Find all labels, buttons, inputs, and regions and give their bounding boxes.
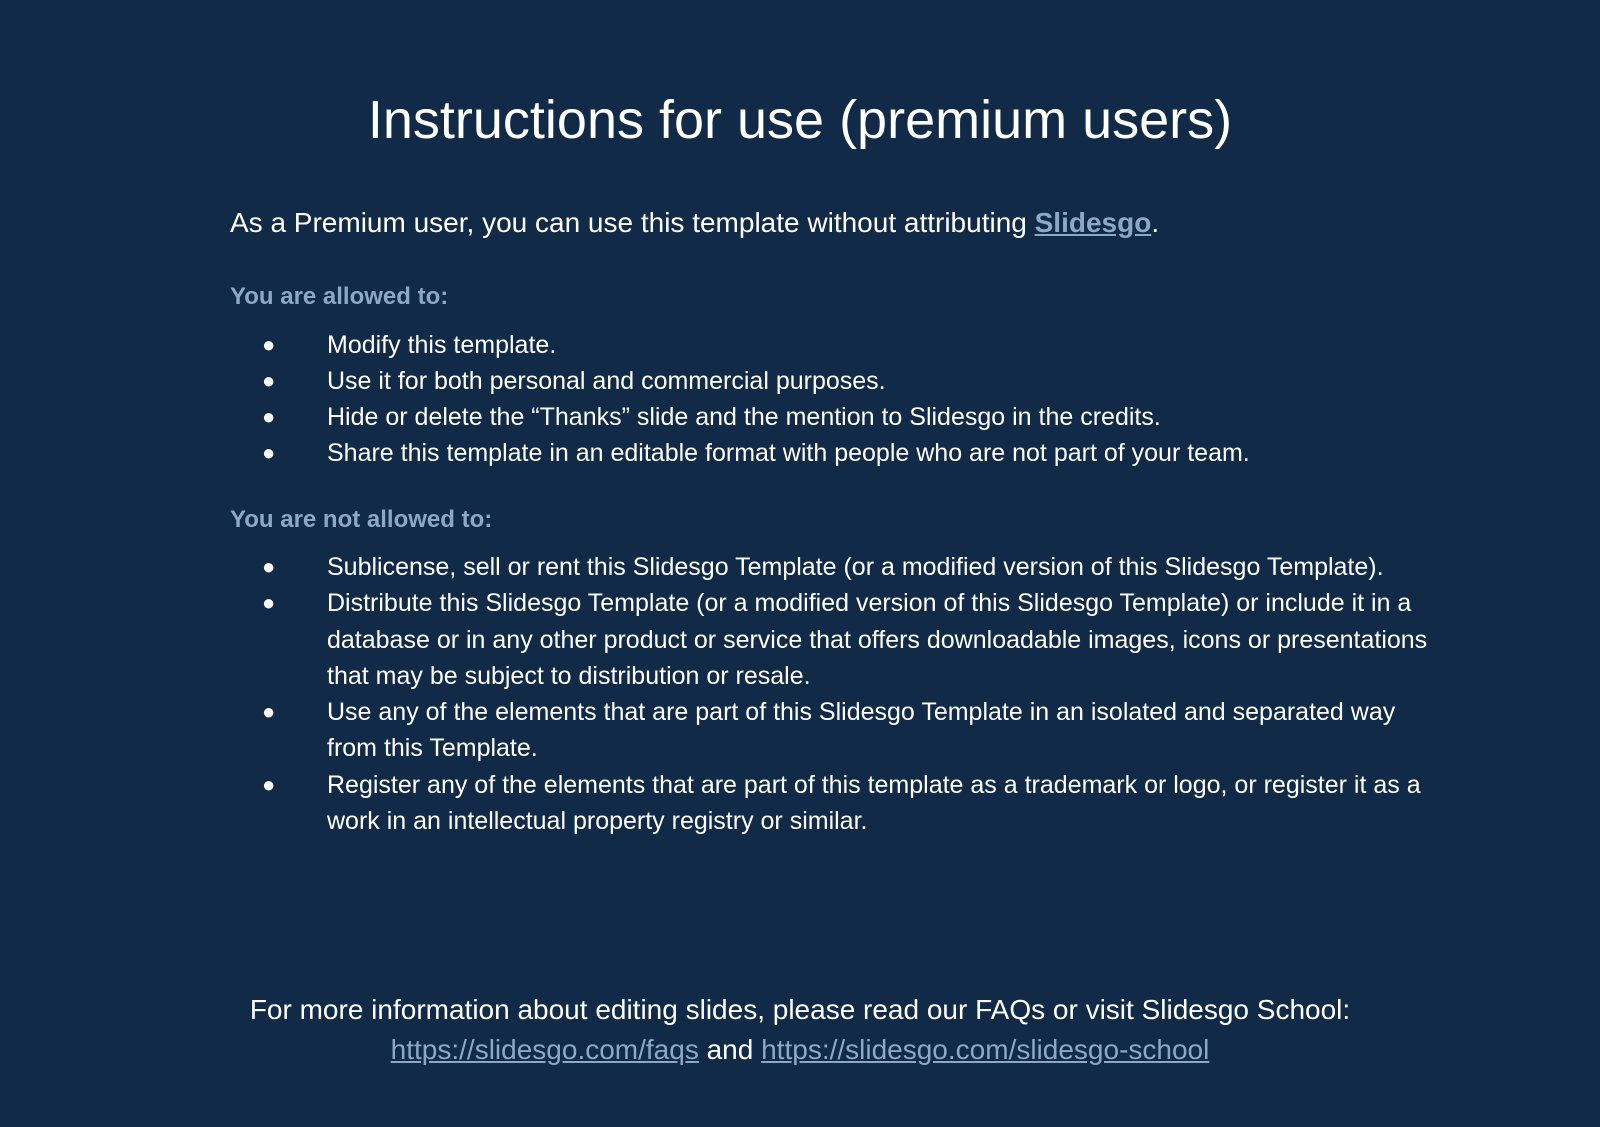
list-item-text: Distribute this Slidesgo Template (or a modified version of this Slidesgo Template) or include it in a database or in any other product or service that offers downloadable images, icons or presentations that may be subject to distribution or resale. [327, 589, 1428, 690]
intro-suffix: . [1151, 207, 1160, 238]
list-item [230, 399, 1430, 435]
footer-text: For more information about editing slides, please read our FAQs or visit Slidesgo School: [249, 994, 1351, 1025]
list-item-text: Use any of the elements that are part of this Slidesgo Template in an isolated and separated way from this Template. [327, 698, 1396, 763]
list-item [230, 363, 1430, 399]
list-item-text: Register any of the elements that are part of this template as a trademark or logo, or register it as a work in an intellectual property registry or similar. [327, 770, 1421, 836]
intro-paragraph [230, 205, 1430, 241]
list-item-text: Use it for both personal and commercial purposes. [327, 366, 886, 395]
list-item-text: Share this template in an editable format with people who are not part of your team. [327, 439, 1250, 468]
allowed-heading: You are allowed to: [230, 283, 449, 311]
slidesgo-school-link[interactable]: https://slidesgo.com/slidesgo-school [761, 1034, 1210, 1065]
not-allowed-heading: You are not allowed to: [230, 505, 493, 533]
list-item-text: Modify this template. [327, 330, 557, 359]
list-item-text: Hide or delete the “Thanks” slide and the mention to Slidesgo in the credits. [327, 403, 1161, 432]
list-item [230, 549, 1430, 585]
bullet-icon: ● [262, 367, 276, 393]
intro-prefix: As a Premium user, you can use this template without attributing [230, 207, 1035, 238]
list-item [230, 327, 1430, 363]
allowed-list [230, 327, 1430, 472]
list-item [230, 694, 1430, 767]
list-item [230, 767, 1430, 840]
list-item [230, 435, 1430, 471]
footer-info [0, 990, 1600, 1070]
page-title: Instructions for use (premium users) [367, 90, 1233, 150]
bullet-icon: ● [262, 440, 276, 466]
faqs-link[interactable]: https://slidesgo.com/faqs [390, 1034, 699, 1065]
bullet-icon: ● [262, 590, 276, 616]
bullet-icon: ● [262, 771, 276, 797]
bullet-icon: ● [262, 699, 276, 725]
list-item-text: Sublicense, sell or rent this Slidesgo Template (or a modified version of this Slidesgo Template). [327, 552, 1384, 581]
bullet-icon: ● [262, 331, 276, 357]
slidesgo-link[interactable]: Slidesgo [1034, 207, 1152, 238]
not-allowed-list [230, 549, 1430, 839]
footer-links [0, 1030, 1600, 1070]
list-item [230, 585, 1430, 694]
footer-connector: and [698, 1034, 762, 1065]
bullet-icon: ● [262, 553, 276, 579]
bullet-icon: ● [262, 404, 276, 430]
main-content [230, 205, 1430, 871]
